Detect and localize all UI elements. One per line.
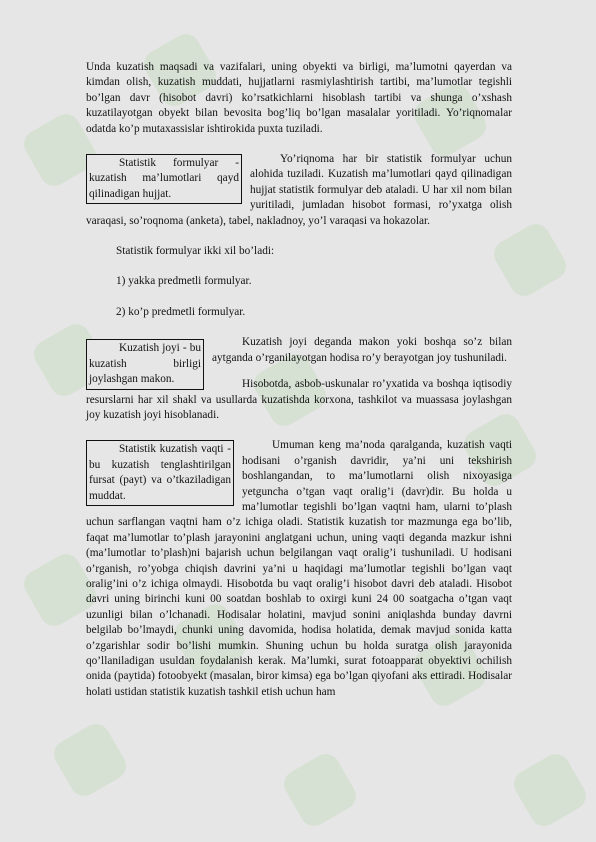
section-formulyar	[86, 152, 512, 229]
paragraph-6: Umuman keng ma’noda qaralganda, kuzatish vaqti hodisani o’rganish davridir, ya’ni uni tekshirish boshlangandan, to ma’lumotlarni olish nixoyasiga yetguncha o’tgan vaqt oralig’i (davr)dir. Bu holda u ma’lumotlar tegishli bo’lgan vaqtni ham, ularni to’plash uchun sarflangan vaqtni ham o’z ichiga oladi. Statistik kuzatish tor mazmunga ega bo’lib, faqat ma’lumotlar to’plash jarayonini anglatgani uchun, uning vaqti deganda mazkur ishni (ma’lumotlar to’plash)ni bajarish uchun belgilangan vaqt oralig’i tushuniladi. U hodisani o’rganish, ro’yobga chiqish davrini ya’ni u haqidagi ma’lumotlar tegishli bo’lgan vaqt oralig’ini o’z ichiga olmaydi. Hisobotda bu vaqt oralig’i hisobot davri deb ataladi. Hisobot davri uning birinchi kuni 00 soatdan boshlab to oxirgi kuni 24 00 soatgacha o’tgan vaqt uzunligi bilan o’lchanadi. Hodisalar holatini, mavjud sonini aniqlashda bunday davrni belgilab bo’lmaydi, chunki uning davomida, hodisa holatida, demak mavjud sonida katta o’zgarishlar sodir bo’lishi mumkin. Shuning uchun bu holda suratga olish jarayonida qo’llaniladigan usuldan foydalanish kerak. Ma’lumki, surat fotoapparat obyektivi ochilish onida (paytida) fotoobyekt (masalan, biror kimsa) ega bo’lgan qiyofani aks ettiradi. Hodisalar holati ustidan statistik kuzatish tashkil etish uchun ham	[86, 439, 512, 698]
paragraph-3: Statistik formulyar ikki xil bo’ladi:	[116, 245, 275, 258]
section-kuzatish-joyi	[86, 335, 512, 423]
paragraph-5: Hisobotda, asbob-uskunalar ro’yxatida va boshqa iqtisodiy resurslarni har xil shakl va usullarda kuzatishda korxona, tashkilot va muassasa joylashgan joy kuzatish joyi hisoblanadi.	[86, 378, 512, 421]
paragraph-1: Unda kuzatish maqsadi va vazifalari, uning obyekti va birligi, ma’lumotni qayerdan va kimdan olish, kuzatish muddati, hujjatlarni rasmiylashtirish tartibi, ma’lumotlar tegishli bo’lgan davr (hisobot davri) ko’rsatkichlarni hisoblash tartibi va shunga o’xshash kuzatilayotgan obyekt bilan bevosita bog’liq bo’lgan masalalar yoritiladi. Yo’riqnomalar odatda ko’p mutaxassislar ishtirokida puxta tuziladi.	[86, 61, 512, 135]
list-item-2: 2) ko’p predmetli formulyar.	[116, 305, 246, 318]
list-item-1: 1) yakka predmetli formulyar.	[116, 275, 252, 288]
document-body	[86, 60, 512, 700]
watermark-shape	[509, 749, 591, 831]
section-kuzatish-vaqti	[86, 438, 512, 700]
watermark-shape	[279, 749, 361, 831]
watermark-shape	[49, 719, 131, 801]
definition-box-formulyar: Statistik formulyar - kuzatish ma’lumotlari qayd qilinadigan hujjat.	[86, 154, 242, 204]
definition-box-kuzatish-vaqti: Statistik kuzatish vaqti - bu kuzatish tenglashtirilgan fursat (payt) va o’tkaziladigan muddat.	[86, 440, 234, 506]
paragraph-4: Kuzatish joyi deganda makon yoki boshqa so’z bilan aytganda o’rganilayotgan hodisa ro’y berayotgan joy tushuniladi.	[212, 336, 512, 364]
definition-box-kuzatish-joyi: Kuzatish joyi - bu kuzatish birligi joylashgan makon.	[86, 339, 204, 389]
paragraph-2: Yo’riqnoma har bir statistik formulyar uchun alohida tuziladi. Kuzatish ma’lumotlari qayd qilinadigan hujjat statistik formulyar deb ataladi. U har xil nom bilan yuritiladi, jumladan hisobot formasi, ro’yxatga olish varaqasi, so’roqnoma (anketa), tabel, nakladnoy, yo’l varaqasi va hokazolar.	[86, 153, 512, 227]
